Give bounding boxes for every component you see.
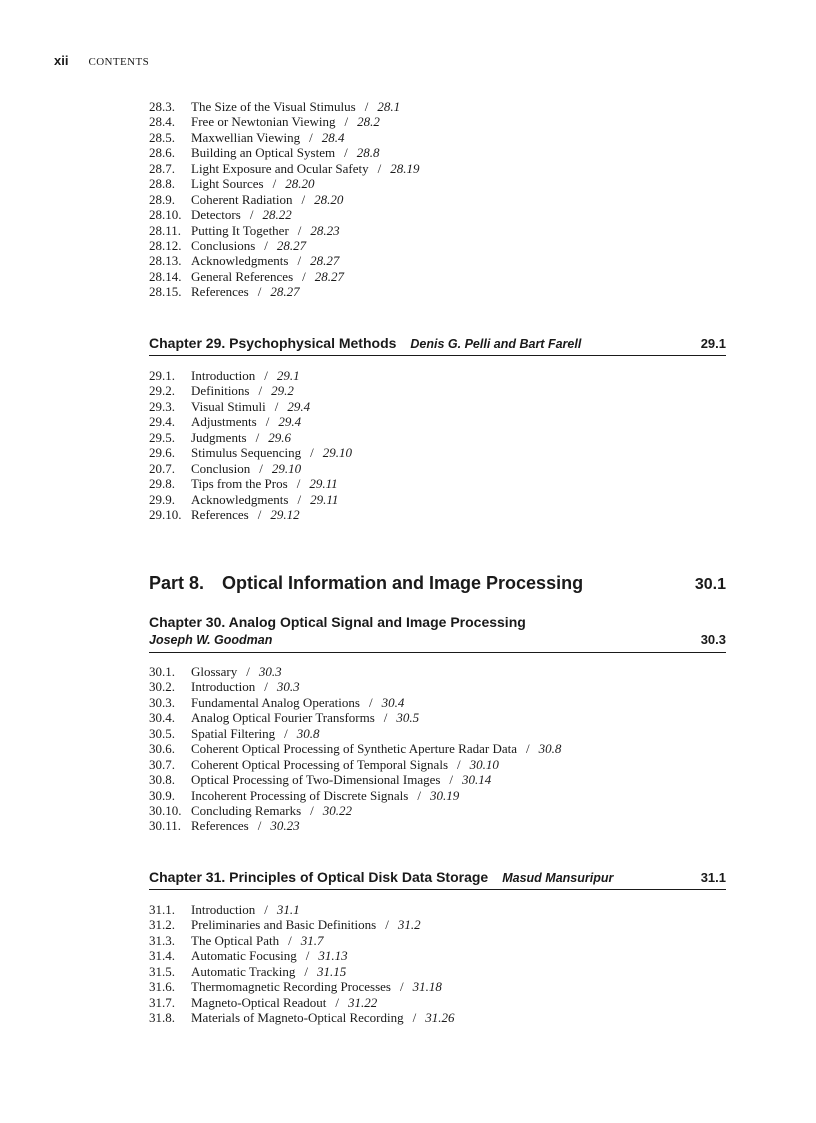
section-number: 28.3. [149,99,175,114]
toc-entry[interactable] [149,979,749,994]
separator: / [344,114,349,130]
section-number: 28.11. [149,222,182,238]
section-page: 29.2 [271,383,294,399]
section-number: 30.5. [149,725,175,741]
toc-entry[interactable] [149,145,749,160]
section-title: References [191,506,249,522]
section-number: 28.9. [149,191,175,207]
toc-entry[interactable] [149,284,749,299]
separator: / [288,932,292,948]
section-page: 29.4 [278,414,302,430]
section-page: 31.7 [300,932,324,948]
toc-entry[interactable] [149,430,749,445]
part-page: 30.1 [694,576,726,593]
toc-entry[interactable] [149,383,749,398]
section-page: 31.13 [318,948,348,964]
part-label: Part 8. [149,573,205,593]
separator: / [526,741,530,757]
toc-entry[interactable] [149,207,749,222]
section-page: 30.10 [469,756,499,772]
section-page: 28.27 [270,284,300,300]
section-title: Introduction [191,368,256,383]
separator: / [449,772,454,788]
part-8-heading[interactable] [149,573,726,594]
section-page: 30.19 [429,787,460,803]
section-page: 28.19 [390,160,420,176]
separator: / [249,207,254,223]
separator: / [297,253,302,269]
section-page: 31.1 [276,902,300,917]
section-title: Light Exposure and Ocular Safety [191,160,369,176]
section-page: 30.14 [462,772,492,788]
section-title: References [191,818,249,834]
separator: / [364,99,369,114]
section-title: Stimulus Sequencing [191,445,302,461]
section-number: 28.10. [149,207,182,223]
section-number: 28.15. [149,284,182,300]
section-page: 28.27 [276,237,307,253]
section-page: 31.15 [316,963,347,979]
separator: / [264,237,268,253]
section-title: Definitions [191,383,250,399]
section-page: 31.26 [425,1010,455,1026]
toc-entry[interactable] [149,192,749,207]
separator: / [297,222,302,238]
section-number: 31.5. [149,963,175,979]
section-page: 28.27 [310,253,340,269]
section-number: 28.12. [149,237,182,253]
section-title: Preliminaries and Basic Definitions [191,917,377,933]
section-title: Optical Processing of Two-Dimensional Images [191,772,441,788]
section-title: Building an Optical System [191,145,336,161]
chapter-page: 29.1 [700,336,726,351]
chapter-author: Masud Mansuripur [502,871,614,885]
toc-entry[interactable] [149,461,749,476]
separator: / [385,917,389,933]
section-page: 30.4 [381,694,405,710]
separator: / [383,710,388,726]
toc-entry[interactable] [149,414,749,429]
section-page: 28.22 [262,207,292,223]
section-title: Tips from the Pros [191,476,288,492]
toc-entry[interactable] [149,818,749,833]
section-number: 30.8. [149,772,175,788]
section-number: 30.6. [149,741,175,757]
section-number: 29.4. [149,414,175,430]
section-page: 29.10 [322,445,353,461]
section-page: 30.3 [258,664,282,679]
separator: / [457,756,461,772]
toc-entry[interactable] [149,803,749,818]
section-page: 29.10 [271,460,302,476]
separator: / [296,476,301,492]
separator: / [302,268,306,284]
section-page: 29.11 [309,476,338,492]
toc-entry[interactable] [149,1010,749,1025]
toc-entry[interactable] [149,772,749,787]
section-number: 30.7. [149,756,175,772]
section-number: 30.4. [149,710,175,726]
chapter-30-heading[interactable] [149,613,726,653]
separator: / [255,429,260,445]
separator: / [257,818,262,834]
section-number: 28.8. [149,176,175,192]
toc-entry[interactable] [149,933,749,948]
section-title: Maxwellian Viewing [191,129,301,145]
chapter-author: Joseph W. Goodman [149,633,273,647]
toc-entry[interactable] [149,368,749,383]
section-page: 28.20 [314,191,344,207]
section-title: Putting It Together [191,222,289,238]
separator: / [264,679,268,695]
section-number: 28.13. [149,253,182,269]
separator: / [264,902,268,917]
separator: / [310,445,314,461]
section-number: 30.9. [149,787,175,803]
section-number: 30.1. [149,664,175,679]
section-number: 29.1. [149,368,175,383]
separator: / [259,460,263,476]
separator: / [274,398,279,414]
separator: / [304,963,308,979]
section-number: 28.14. [149,268,182,284]
section-page: 30.23 [270,818,300,834]
section-page: 31.2 [397,917,421,933]
section-title: Light Sources [191,176,264,192]
section-title: Acknowledgments [191,253,289,269]
section-title: The Optical Path [191,932,280,948]
separator: / [265,414,270,430]
chapter-page: 30.3 [700,632,726,647]
separator: / [246,664,250,679]
section-title: Conclusions [191,237,256,253]
section-title: References [191,284,249,300]
separator: / [264,368,268,383]
section-page: 28.8 [356,145,380,161]
toc-entry[interactable] [149,726,749,741]
toc-entry[interactable] [149,948,749,963]
toc-entry[interactable] [149,788,749,803]
section-title: Automatic Focusing [191,948,297,964]
section-number: 28.5. [149,129,175,145]
section-title: Incoherent Processing of Discrete Signals [191,787,409,803]
toc-entry[interactable] [149,223,749,238]
separator: / [400,979,404,995]
section-title: Concluding Remarks [191,802,302,818]
section-title: General References [191,268,294,284]
section-number: 29.3. [149,398,175,414]
section-page: 28.1 [377,99,401,114]
separator: / [258,383,263,399]
section-number: 31.6. [149,979,175,995]
section-page: 31.22 [348,994,378,1010]
section-title: Conclusion [191,460,251,476]
toc-entry[interactable] [149,238,749,253]
section-page: 29.4 [287,398,311,414]
ch28-entry-list [149,99,749,300]
toc-entry[interactable] [149,176,749,191]
toc-entry[interactable] [149,130,749,145]
toc-entry[interactable] [149,492,749,507]
section-number: 28.4. [149,114,175,130]
section-title: Judgments [191,429,247,445]
section-title: Spatial Filtering [191,725,276,741]
toc-entry[interactable] [149,995,749,1010]
separator: / [297,491,302,507]
section-page: 30.8 [296,725,320,741]
chapter-page: 31.1 [700,870,726,885]
section-title: Materials of Magneto-Optical Recording [191,1010,404,1026]
section-page: 30.22 [322,802,353,818]
section-page: 28.20 [285,176,315,192]
section-number: 29.2. [149,383,175,399]
toc-entry[interactable] [149,964,749,979]
toc-entry[interactable] [149,253,749,268]
chapter-29-heading[interactable] [149,334,726,356]
section-number: 31.1. [149,902,175,917]
separator: / [368,694,373,710]
section-title: Visual Stimuli [191,398,266,414]
section-page: 30.8 [538,741,562,757]
toc-entry[interactable] [149,269,749,284]
toc-entry[interactable] [149,917,749,932]
separator: / [335,994,340,1010]
toc-entry[interactable] [149,695,749,710]
chapter-title: Chapter 29. Psychophysical Methods [149,335,397,351]
section-page: 28.4 [321,129,345,145]
toc-entry[interactable] [149,445,749,460]
separator: / [301,191,306,207]
section-title: Coherent Radiation [191,191,293,207]
chapter-title: Chapter 31. Principles of Optical Disk Data Storage [149,869,489,885]
section-title: Coherent Optical Processing of Synthetic Aperture Radar Data [191,741,517,757]
part-title: Optical Information and Image Processing [222,573,584,593]
toc-entry[interactable] [149,664,749,679]
toc-entry[interactable] [149,114,749,129]
section-title: Fundamental Analog Operations [191,694,360,710]
section-page: 28.2 [357,114,380,130]
section-number: 31.8. [149,1010,175,1026]
section-number: 31.3. [149,932,175,948]
section-number: 20.7. [149,460,175,476]
separator: / [257,284,262,300]
section-title: Glossary [191,664,238,679]
section-page: 28.27 [314,268,345,284]
separator: / [412,1010,417,1026]
section-number: 30.3. [149,694,175,710]
toc-entry[interactable] [149,507,749,522]
section-number: 30.2. [149,679,175,695]
section-title: Acknowledgments [191,491,289,507]
section-page: 29.1 [276,368,300,383]
separator: / [377,160,382,176]
separator: / [310,802,314,818]
toc-entry[interactable] [149,741,749,756]
section-number: 29.5. [149,429,175,445]
section-title: Automatic Tracking [191,963,296,979]
section-title: Thermomagnetic Recording Processes [191,979,391,995]
section-page: 28.23 [310,222,340,238]
section-title: Detectors [191,207,241,223]
section-title: Introduction [191,679,256,695]
section-number: 30.11. [149,818,182,834]
section-title: Coherent Optical Processing of Temporal Signals [191,756,448,772]
toc-entry[interactable] [149,476,749,491]
section-number: 29.9. [149,491,175,507]
page-number: xii [54,53,69,68]
toc-entry[interactable] [149,710,749,725]
toc-entry[interactable] [149,161,749,176]
toc-entry[interactable] [149,902,749,917]
ch30-entry-list [149,664,749,834]
separator: / [284,725,288,741]
section-title: Analog Optical Fourier Transforms [191,710,375,726]
section-title: Adjustments [191,414,257,430]
chapter-author: Denis G. Pelli and Bart Farell [410,337,582,351]
separator: / [305,948,310,964]
section-title: Introduction [191,902,256,917]
section-number: 31.7. [149,994,175,1010]
toc-entry[interactable] [149,99,749,114]
toc-entry[interactable] [149,757,749,772]
section-number: 29.10. [149,506,182,522]
section-title: The Size of the Visual Stimulus [191,99,356,114]
separator: / [309,129,313,145]
separator: / [257,506,262,522]
section-page: 31.18 [412,979,442,995]
toc-entry[interactable] [149,679,749,694]
separator: / [272,176,277,192]
toc-entry[interactable] [149,399,749,414]
section-number: 28.6. [149,145,175,161]
section-page: 29.6 [268,429,291,445]
section-number: 29.6. [149,445,175,461]
section-page: 29.12 [270,506,300,522]
section-number: 29.8. [149,476,175,492]
section-number: 31.4. [149,948,175,964]
section-number: 30.10. [149,802,182,818]
running-header [54,53,149,68]
section-title: Free or Newtonian Viewing [191,114,336,130]
section-page: 29.11 [310,491,339,507]
ch29-entry-list [149,368,749,522]
chapter-title: Chapter 30. Analog Optical Signal and Image Processing [149,614,526,630]
section-page: 30.3 [276,679,300,695]
section-title: Magneto-Optical Readout [191,994,327,1010]
section-page: 30.5 [396,710,420,726]
ch31-entry-list [149,902,749,1026]
separator: / [417,787,421,803]
running-header-label: CONTENTS [88,56,150,68]
section-number: 31.2. [149,917,175,933]
separator: / [344,145,348,161]
section-number: 28.7. [149,160,175,176]
chapter-31-heading[interactable] [149,868,726,890]
